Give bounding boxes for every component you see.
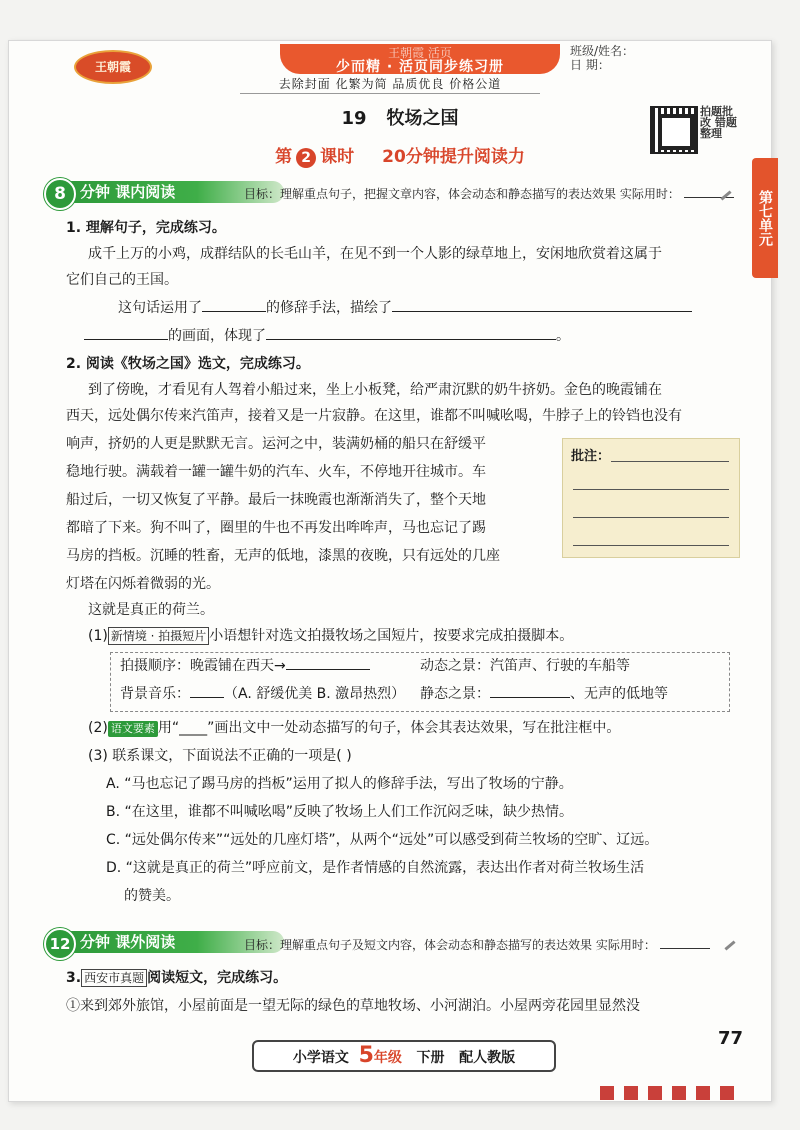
q1-blank-reflect[interactable]: [266, 323, 556, 340]
q2-passage-p2: 西天，远处偶尔传来汽笛声，接着又是一片寂静。在这里，谁都不叫喊吆喝，牛脖子上的铃铛也没有: [66, 408, 682, 424]
page-number: 77: [718, 1028, 744, 1049]
script-static-blank[interactable]: [490, 681, 570, 698]
q3-passage-line1: ①来到郊外旅馆，小屋前面是一望无际的绿色的草地牧场、小河湖泊。小屋两旁花园里显然没: [66, 998, 640, 1014]
q1-fill-row1: [118, 294, 692, 322]
page-tab: [720, 1086, 734, 1100]
q2-sub1: [88, 622, 573, 650]
section-label: 分钟 课外阅读: [66, 931, 284, 953]
option-d[interactable]: D. “这就是真正的荷兰”呼应前文，是作者情感的自然流露，表达出作者对荷兰牧场生活: [106, 860, 645, 876]
minutes-badge: 12: [44, 928, 76, 960]
lesson-num-circle: 2: [296, 148, 316, 168]
page-tab: [600, 1086, 614, 1100]
q2-passage-p8: 灯塔在闪烁着微弱的光。: [66, 576, 220, 592]
q1-passage-line1: 成千上万的小鸡，成群结队的长毛山羊，在见不到一个人影的绿草地上，安闲地欣赏着这属于: [88, 246, 662, 262]
q1-fill-a: 这句话运用了: [118, 300, 202, 316]
footer-badge: [252, 1040, 556, 1072]
script-static: 静态之景： 、无声的低地等: [420, 680, 668, 708]
q1-passage-line2: 它们自己的王国。: [66, 272, 178, 288]
page-tab: [696, 1086, 710, 1100]
qr-label: 拍题批改 错题整理: [700, 105, 737, 140]
footer-subject: 小学语文: [292, 1050, 349, 1066]
name-date-box: [562, 44, 770, 74]
language-element-tag: 语文要素: [108, 721, 158, 737]
q1-fill-c: 的画面，体现了: [168, 328, 266, 344]
lesson-post: 课时: [320, 147, 355, 167]
q2-passage-p3: 响声，挤奶的人更是默默无言。运河之中，装满奶桶的船只在舒缓平: [66, 436, 486, 452]
brand-subtitle: 少而精 · 活页同步练习册: [335, 59, 505, 75]
page-tab: [672, 1086, 686, 1100]
lesson-number: 19: [341, 108, 367, 129]
q1-blank-rhetoric[interactable]: [202, 295, 266, 312]
option-b[interactable]: B. “在这里，谁都不叫喊吆喝”反映了牧场上人们工作沉闷乏味，缺少热情。: [106, 804, 574, 820]
q2-sub2-num: (2): [88, 720, 108, 736]
q1-fill-b: 的修辞手法，描绘了: [266, 300, 392, 316]
section-label: 分钟 课内阅读: [66, 181, 284, 203]
q1-fill-row2: [84, 322, 570, 350]
q2-passage-p7: 马房的挡板。沉睡的牲畜，无声的低地，漆黑的夜晚，只有远处的几座: [66, 548, 500, 564]
section-goal: [244, 185, 734, 202]
q2-sub2-text: 用“____”画出文中一处动态描写的句子，体会其表达效果，写在批注框中。: [157, 720, 621, 736]
minutes-badge: 8: [44, 178, 76, 210]
lesson-tagline: 20分钟提升阅读力: [382, 147, 525, 167]
option-a[interactable]: A. “马也忘记了踢马房的挡板”运用了拟人的修辞手法，写出了牧场的宁静。: [106, 776, 573, 792]
q2-passage-p5: 船过后，一切又恢复了平静。最后一抹晚霞也渐渐消失了，整个天地: [66, 492, 486, 508]
new-context-tag: 新情境 · 拍摄短片: [108, 627, 209, 645]
brand-title: 王朝霞 活页: [388, 46, 452, 60]
footer-volume: 下册: [416, 1050, 445, 1066]
script-music-blank[interactable]: [190, 681, 224, 698]
name-label: 班级/姓名：: [570, 44, 635, 58]
annotation-label: 批注：: [571, 449, 611, 464]
q2-passage-p9: 这就是真正的荷兰。: [88, 602, 214, 618]
script-music: 背景音乐： （A. 舒缓优美 B. 激昂热烈）: [120, 680, 405, 708]
q1-fill-end: 。: [556, 328, 570, 344]
exam-source-tag: 西安市真题: [81, 969, 147, 987]
section-goal: [244, 936, 710, 953]
q1-title: 1. 理解句子，完成练习。: [66, 220, 226, 236]
lesson-pre: 第: [275, 147, 293, 167]
footer-edition: 配人教版: [459, 1050, 516, 1066]
q2-sub3: (3) 联系课文，下面说法不正确的一项是( ): [88, 748, 352, 764]
q1-blank-scene-a[interactable]: [392, 295, 692, 312]
q2-sub1-text: 小语想针对选文拍摄牧场之国短片，按要求完成拍摄脚本。: [209, 628, 574, 644]
lesson-name: 牧场之国: [386, 108, 459, 129]
q3-title: 3. 西安市真题 阅读短文，完成练习。: [66, 970, 288, 986]
slogan: 去除封面 化繁为简 品质优良 价格公道: [240, 75, 540, 94]
goal-text: 目标：理解重点句子及短文内容，体会动态和静态描写的表达效果 实际用时：: [244, 938, 656, 952]
brand-banner: [280, 44, 560, 74]
footer-grade-suffix: 年级: [373, 1050, 402, 1066]
q2-passage-p1: 到了傍晚，才看见有人驾着小船过来，坐上小板凳，给严肃沉默的奶牛挤奶。金色的晚霞铺在: [88, 382, 662, 398]
annotation-box[interactable]: [562, 438, 740, 558]
script-order: 拍摄顺序：晚霞铺在西天→: [120, 652, 370, 680]
brand-logo: 王朝霞: [74, 50, 152, 84]
page-tab: [648, 1086, 662, 1100]
time-blank[interactable]: [660, 948, 710, 949]
footer-grade-num: 5: [358, 1043, 374, 1068]
q2-sub2: [88, 714, 620, 742]
page-tab: [624, 1086, 638, 1100]
q2-title: 2. 阅读《牧场之国》选文，完成练习。: [66, 356, 310, 372]
q1-blank-scene-b[interactable]: [84, 323, 168, 340]
date-label: 日 期：: [570, 58, 610, 72]
q2-sub1-num: (1): [88, 628, 108, 644]
script-dynamic: 动态之景：汽笛声、行驶的车船等: [420, 658, 630, 674]
option-c[interactable]: C. “远处偶尔传来”“远处的几座灯塔”，从两个“远处”可以感受到荷兰牧场的空旷、辽远。: [106, 832, 659, 848]
q2-passage-p4: 稳地行驶。满载着一罐一罐牛奶的汽车、火车，不停地开往城市。车: [66, 464, 486, 480]
q2-passage-p6: 都暗了下来。狗不叫了，圈里的牛也不再发出哞哞声，马也忘记了踢: [66, 520, 486, 536]
script-order-blank[interactable]: [286, 653, 370, 670]
option-d-cont: 的赞美。: [124, 888, 180, 904]
goal-text: 目标：理解重点句子，把握文章内容，体会动态和静态描写的表达效果 实际用时：: [244, 187, 680, 201]
qr-code-icon[interactable]: [650, 106, 698, 154]
unit-tab: 第七单元: [752, 158, 778, 278]
